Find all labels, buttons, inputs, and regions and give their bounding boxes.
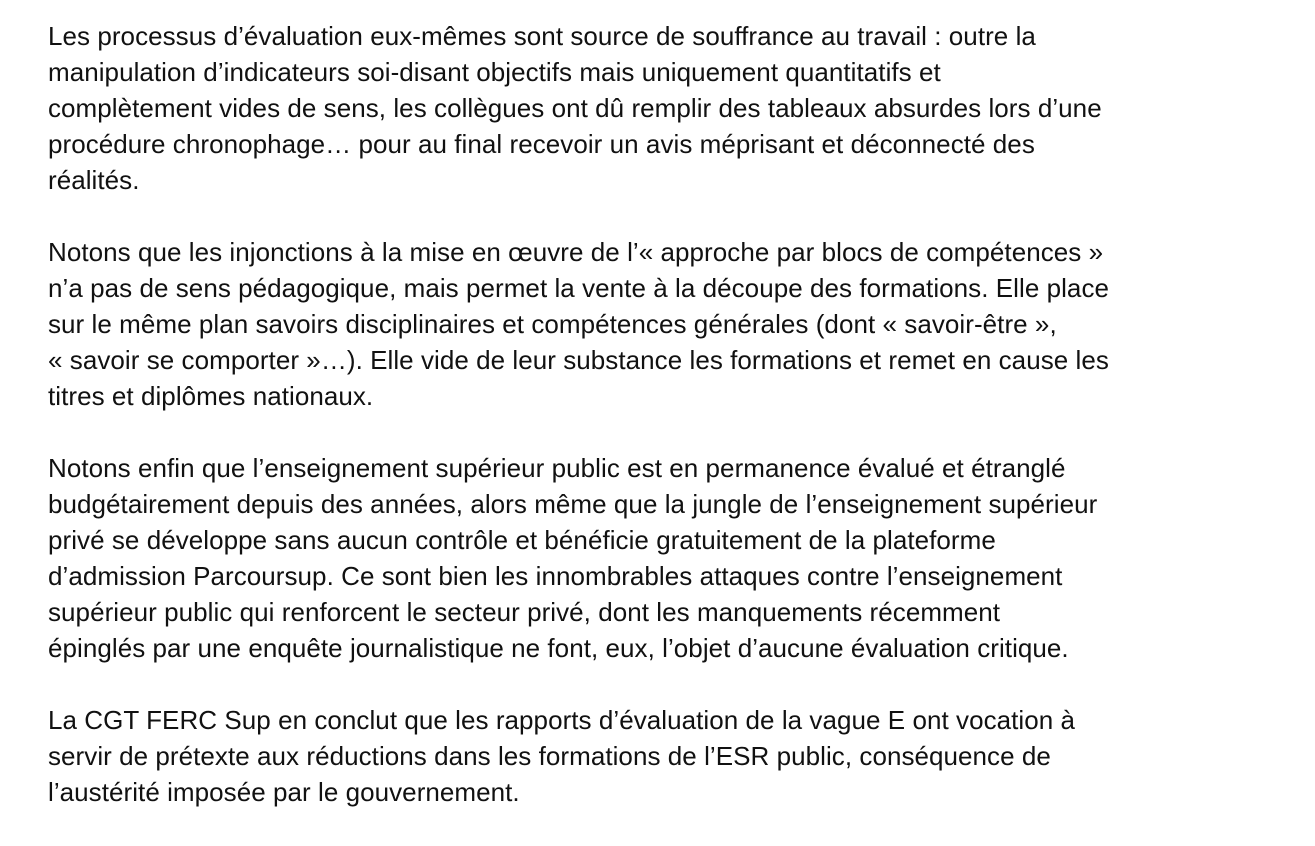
paragraph-line: réalités. bbox=[48, 165, 140, 195]
paragraph-line: servir de prétexte aux réductions dans les formations de l’ESR public, conséquence de bbox=[48, 741, 1051, 771]
paragraph-line: complètement vides de sens, les collègues ont dû remplir des tableaux absurdes lors d’une bbox=[48, 93, 1102, 123]
paragraph-line: n’a pas de sens pédagogique, mais permet la vente à la découpe des formations. Elle place bbox=[48, 273, 1110, 303]
paragraph-line: manipulation d’indicateurs soi-disant objectifs mais uniquement quantitatifs et bbox=[48, 57, 941, 87]
paragraph-line: Les processus d’évaluation eux-mêmes sont source de souffrance au travail : outre la bbox=[48, 21, 1036, 51]
paragraph-line: d’admission Parcoursup. Ce sont bien les innombrables attaques contre l’enseignement bbox=[48, 561, 1063, 591]
paragraph-line: procédure chronophage… pour au final recevoir un avis méprisant et déconnecté des bbox=[48, 129, 1035, 159]
paragraph-line: budgétairement depuis des années, alors même que la jungle de l’enseignement supérieur bbox=[48, 489, 1098, 519]
paragraph-line: privé se développe sans aucun contrôle et bénéficie gratuitement de la plateforme bbox=[48, 525, 996, 555]
paragraph-line: titres et diplômes nationaux. bbox=[48, 381, 374, 411]
paragraph-line: Notons que les injonctions à la mise en œuvre de l’« approche par blocs de compétences » bbox=[48, 237, 1104, 267]
paragraph-line: « savoir se comporter »…). Elle vide de leur substance les formations et remet en cause les bbox=[48, 345, 1109, 375]
document-page bbox=[48, 18, 1278, 846]
paragraph-line: épinglés par une enquête journalistique ne font, eux, l’objet d’aucune évaluation critique. bbox=[48, 633, 1069, 663]
paragraph-line: supérieur public qui renforcent le secteur privé, dont les manquements récemment bbox=[48, 597, 1001, 627]
paragraph-line: sur le même plan savoirs disciplinaires et compétences générales (dont « savoir-être », bbox=[48, 309, 1057, 339]
paragraph-line: l’austérité imposée par le gouvernement. bbox=[48, 777, 520, 807]
paragraph-line: Notons enfin que l’enseignement supérieur public est en permanence évalué et étranglé bbox=[48, 453, 1066, 483]
paragraph-line: La CGT FERC Sup en conclut que les rapports d’évaluation de la vague E ont vocation à bbox=[48, 705, 1076, 735]
paragraph-competence-blocks bbox=[48, 234, 1278, 414]
paragraph-public-higher-education bbox=[48, 450, 1278, 666]
paragraph-conclusion bbox=[48, 702, 1278, 810]
paragraph-evaluation-process bbox=[48, 18, 1278, 198]
